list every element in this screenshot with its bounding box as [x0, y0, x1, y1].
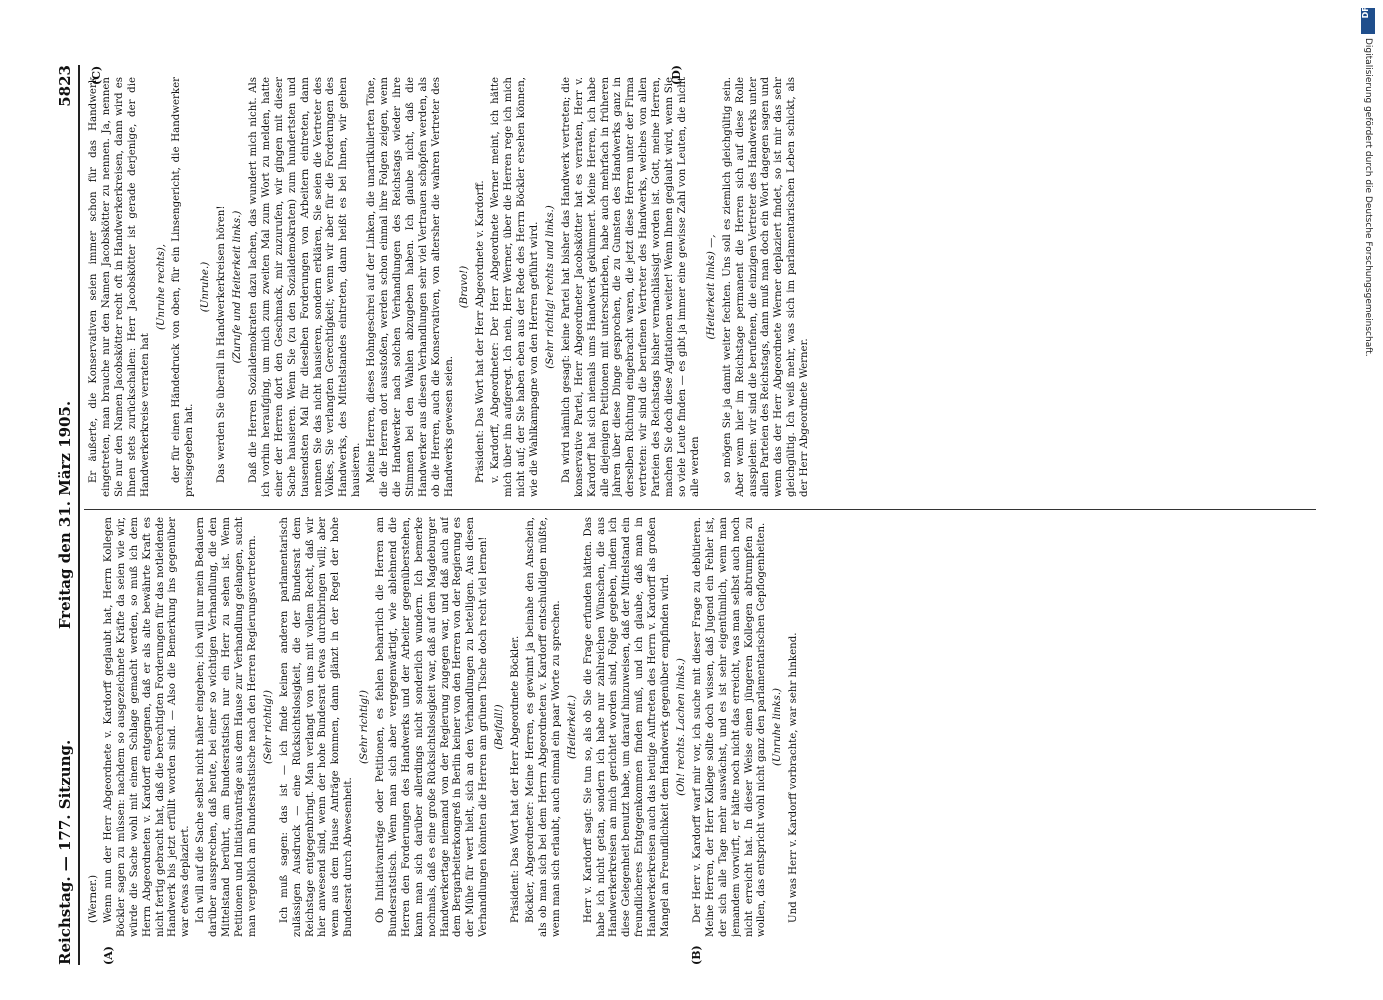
stage-direction: (Heiterkeit links) —, [705, 234, 717, 340]
margin-marker-a: (A) [102, 946, 115, 965]
paragraph: v. Kardorff, Abgeordneter: Der Herr Abgeordnete Werner meint, ich hätte mich über ihn aufgeregt. Ich nein, Herr Werner, über die Herren rege ich mich nicht auf; der Sie haben eben aus der Rede des Herrn Böckler ersehen können, wie die Wahlkampagne von den Herren geführt wird. [490, 77, 540, 497]
paragraph: Er äußerte, die Konservativen seien immer schon für das Handwerk eingetreten, man brauche nur den Namen Jacobskötter zu nennen. Ja, nennen Sie nur den Namen Jacobskötter recht oft in Handwerkerkreisen, dann wird es Ihnen stets zurückschallen: Herr Jacobskötter ist gerade derjenige, der die Handwerkerkreise verraten hat [88, 77, 151, 497]
paragraph: der für einen Händedruck von oben, für ein Linsengericht, die Handwerker preisgegeben hat. [171, 77, 196, 497]
paragraph: Meine Herren, dieses Hohngeschrei auf der Linken, die unartikulierten Töne, die die Herren dort ausstoßen, werden schon einmal ihre Folgen zeigen, wenn die Handwerker nach solchen Verhandlungen des Reichstags wieder ihre Stimmen bei den Wahlen abzugeben haben. Ich glaube nicht, daß die Handwerker aus diesen Verhandlungen sehr viel Vertrauen schöpfen werden, als ob die Herren, auch die Konservativen, von altersher die wahren Vertreter des Handwerks gewesen seien. [366, 77, 455, 497]
margin-marker-c: (C) [90, 65, 103, 85]
paragraph: Da wird nämlich gesagt: keine Partei hat bisher das Handwerk vertreten; die konservative Partei, Herr Abgeordneter Jacobskötter hat es verraten, Herr v. Kardorff hat sich niemals ums Handwerk gekümmert. Meine Herren, ich habe alle diejenigen Petitionen mit unterschrieben, habe auch mehrfach in früheren Jahren über diese Dinge gesprochen, die zu Gunsten des Handwerks ganz in derselben Richtung eingebracht waren, die jetzt diese Herren unter der Firma vertreten: wir sind die berufenen Vertreter des Handwerks, welches von allen Parteien des Reichstags bisher vernachlässigt worden ist. Gott, meine Herren, machen Sie doch diese Agitationen weiter! Wenn Ihnen geglaubt wird, wenn Sie so viele Leute finden — es gibt ja immer eine gewisse Zahl von Leuten, die nicht alle werden [560, 77, 701, 497]
paragraph: Das werden Sie überall in Handwerkerkreisen hören! [216, 205, 228, 483]
header-date: Freitag den 31. März 1905. [56, 400, 74, 630]
page-header [56, 65, 80, 965]
digitization-sidebar [1361, 0, 1375, 988]
paragraph: so mögen Sie ja damit weiter fechten. Uns soll es ziemlich gleichgültig sein. Aber wenn hier im Reichstage permanent die Herren sich auf diese Rolle ausspielen: wir sind die berufenen, die einzigen Vertreter des Handwerks unter allen Parteien des Reichstags, dann muß man doch ein Wort dagegen sagen und wenn das der Herr Abgeordnete Werner deplaziert findet, so ist mir das sehr gleichgültig. Ich weiß mehr, was sich im parlamentarischen Leben schickt, als der Herr Abgeordnete Werner. [721, 77, 811, 497]
stage-direction: (Sehr richtig! rechts und links.) [544, 205, 556, 369]
stage-direction: (Beifall!) [494, 704, 506, 750]
right-column [88, 77, 1313, 497]
digitization-note: Digitalisierung gefördert durch die Deutsche Forschungsgemeinschaft. [1363, 38, 1373, 357]
stage-direction: (Bravo!) [459, 265, 471, 309]
stage-direction: (Zurufe und Heiterkeit links.) [232, 210, 244, 364]
header-page-number: 5823 [56, 65, 74, 107]
paragraph: Ich will auf die Sache selbst nicht näher eingehen; ich will nur mein Bedauern darüber aussprechen, daß heute, bei einer so wichtigen Verhandlung, die den Mittelstand berührt, am Bundesratstisch nur ein Herr zu sehen ist. Wenn Petitionen und Initiativanträge aus dem Hause zur Verhandlung gelangen, sucht man vergeblich am Bundesratstische nach den Herren Regierungsvertretern. [195, 517, 258, 937]
stage-direction: (Heiterkeit.) [566, 695, 578, 759]
paragraph: Der Herr v. Kardorff warf mir vor, ich suche mit dieser Frage zu debütieren. Meine Herren, der Herr Kollege sollte doch wissen, daß Jugend ein Fehler ist, der sich alle Tage mehr auswächst, und es ist sehr eigentümlich, wenn man jemandem vorwirft, er hätte noch nicht das erreicht, was man selbst auch noch nicht erreicht hat. In dieser Weise einen jüngeren Kollegen abtrumpfen zu wollen, das entspricht wohl nicht ganz den parlamentarischen Gepflogenheiten. [691, 517, 768, 937]
paragraph: Präsident: Das Wort hat der Herr Abgeordnete Böckler. [510, 635, 522, 923]
paragraph: Herr v. Kardorff sagt: Sie tun so, als ob Sie die Frage erfunden hätten. Das habe ich nicht getan, sondern ich habe nur zahlreichen Wünschen, die aus Handwerkerkreisen an mich gerichtet worden sind, Folge gegeben, indem ich diese Gelegenheit benutzt habe, um darauf hinzuweisen, daß der Mittelstand ein freundlicheres Entgegenkommen finden muß, und ich glaube, daß man in Handwerkerkreisen auch das heutige Auftreten des Herrn v. Kardorff als großen Mangel an Freundlichkeit dem Handwerk gegenüber empfinden wird. [582, 517, 672, 937]
stage-direction: (Unruhe links.) [772, 687, 784, 767]
paragraph: Präsident: Das Wort hat der Herr Abgeordnete v. Kardorff. [475, 180, 487, 483]
paragraph: Wenn nun der Herr Abgeordnete v. Kardorff geglaubt hat, Herrn Kollegen Böckler sagen zu müssen: nachdem so ausgezeichnete Kräfte da seien wie wir, würde die Sache wohl mit einem Schlage gemacht werden, so muß ich dem Herrn Abgeordneten v. Kardorff entgegnen, daß er als alte bewährte Kraft es nicht fertig gebracht hat, daß die berechtigten Forderungen für das notleidende Handwerk bis jetzt erfüllt worden sind. — Also die Bemerkung ins gegenüber war etwas deplaziert. [102, 517, 192, 937]
paragraph: Böckler, Abgeordneter: Meine Herren, es gewinnt ja beinahe den Anschein, als ob man sich bei dem Herrn Abgeordneten v. Kardorff entschuldigen müßte, wenn man sich erlaubt, auch einmal ein paar Worte zu sprechen. [525, 517, 562, 937]
paragraph: Und was Herr v. Kardorff vorbrachte, war sehr hinkend. [788, 632, 800, 923]
stage-direction: (Sehr richtig!) [359, 690, 371, 764]
paragraph: Ich muß sagen: das ist — ich finde keinen anderen parlamentarisch zulässigen Ausdruck — eine Rücksichtslosigkeit, die der Bundesrat dem Reichstage entgegenbringt. Man verlangt von uns mit vollem Recht, daß wir hier anwesend sind, wenn der hohe Bundesrat etwas durchbringen will; aber wenn aus dem Hause Anträge kommen, dann glänzt in der Regel der hohe Bundesrat durch Abwesenheit. [278, 517, 355, 937]
margin-marker-d: (D) [670, 65, 683, 85]
paragraph: (Werner.) [88, 874, 99, 923]
paragraph: Daß die Herren Sozialdemokraten dazu lachen, das wundert mich nicht. Als ich vorhin heraufging, um mich zum zweiten Mal zum Wort zu melden, hatte einer der Herren dort den Geschmack, mir zuzurufen, wir gingen mit dieser Sache hausieren. Wenn Sie (zu den Sozialdemokraten) zum hundertsten und tausendsten Mal für dieselben Forderungen von Arbeitern eintreten, dann nennen Sie das nicht hausieren, sondern erklären, Sie seien die Vertreter des Volkes, Sie verlangten Gerechtigkeit; wenn wir aber für die Forderungen des Handwerks, des Mittelstandes eintreten, dann heißt es bei Ihnen, wir gehen hausieren. [247, 77, 363, 497]
stage-direction: (Sehr richtig!) [262, 690, 274, 764]
stage-direction: (Unruhe rechts), [155, 243, 167, 331]
stage-direction: (Oh! rechts. Lachen links.) [675, 658, 687, 796]
stage-direction: (Unruhe.) [200, 261, 212, 313]
rotated-newspaper-page [50, 65, 1320, 965]
header-session: Reichstag. — 177. Sitzung. [56, 739, 74, 965]
margin-marker-b: (B) [690, 945, 703, 965]
left-column [88, 517, 1313, 937]
column-divider [84, 509, 1316, 510]
paragraph: Ob Initiativanträge oder Petitionen, es fehlen beharrlich die Herren am Bundesratstisch. Wenn man sich aber vergegenwärtigt, wie ablehnend die Herren den Forderungen des Handwerks und der Arbeiter gegenüberstehen, kann man sich darüber allerdings nicht sonderlich wundern. Ich bemerke nochmals, daß es eine große Rücksichtslosigkeit war, daß auf dem Magdeburger Handwerkertage niemand von der Regierung zugegen war, und daß auch auf dem Bergarbeiterkongreß in Berlin keiner von den Herren von der Regierung es der Mühe für wert hielt, sich an den Verhandlungen zu beteiligen. Aus diesen Verhandlungen könnten die Herren am grünen Tische doch recht viel lernen! [375, 517, 490, 937]
dfg-logo: DFG [1361, 8, 1375, 34]
